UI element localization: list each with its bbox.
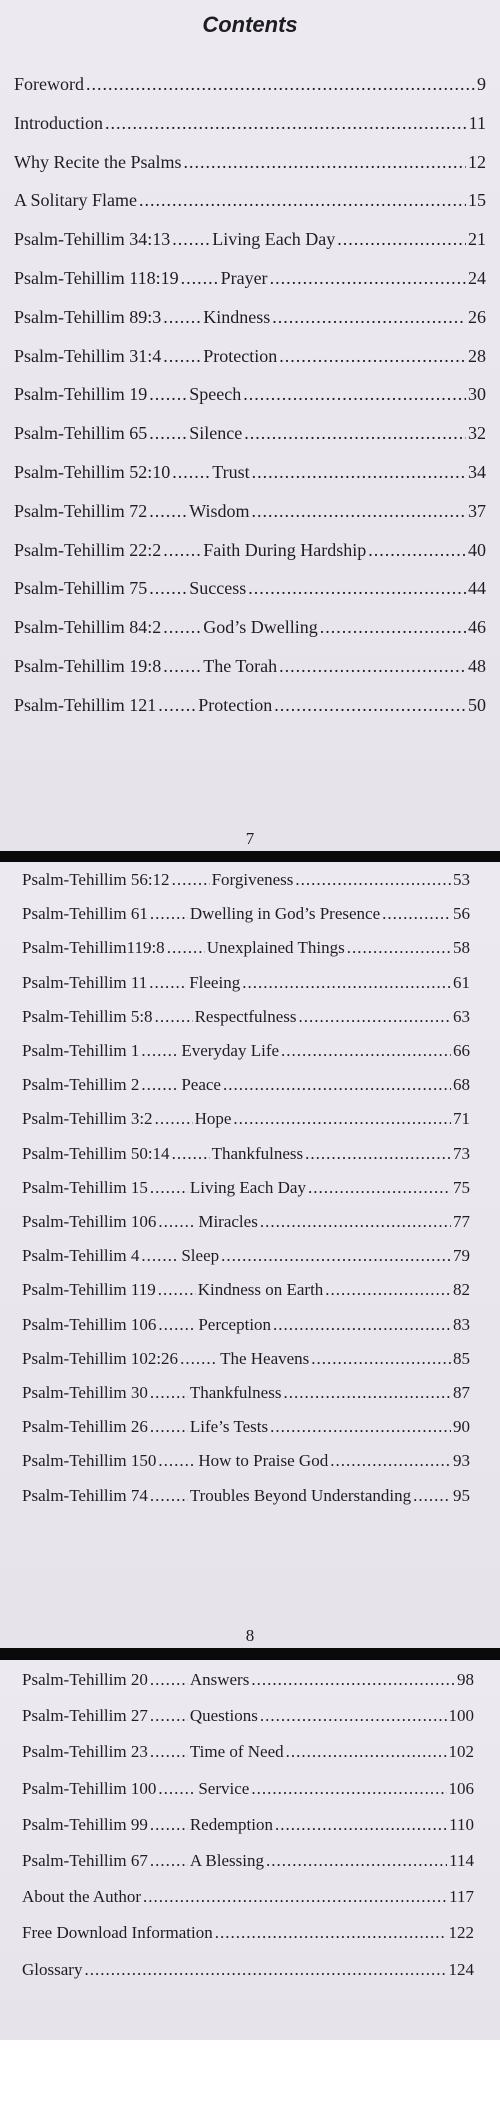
dot-leader: [150, 1815, 188, 1835]
toc-entry-page: 50: [468, 694, 486, 715]
toc-entry-topic: Miracles: [198, 1212, 258, 1231]
toc-entry-page: 87: [453, 1383, 470, 1402]
dot-leader: [368, 540, 466, 561]
dot-leader: [163, 617, 201, 638]
toc-entry-topic: Unexplained Things: [206, 938, 345, 958]
toc-entry: [14, 695, 486, 716]
dot-leader: [163, 346, 201, 367]
toc-entry-page: 24: [468, 268, 486, 288]
dot-leader: [325, 1280, 451, 1300]
toc-entry-title: Glossary: [22, 1959, 83, 1979]
toc-entry-topic: Protection: [198, 694, 273, 715]
toc-entry-topic: Living Each Day: [189, 1177, 306, 1197]
toc-entry-title: Psalm-Tehillim 15: [22, 1177, 148, 1197]
dot-leader: [330, 1451, 451, 1471]
toc-entry-page: 95: [453, 1485, 470, 1505]
toc-entry-topic: Hope: [194, 1109, 232, 1129]
dot-leader: [243, 384, 466, 405]
toc-entry-title: Psalm-Tehillim 26: [22, 1417, 148, 1437]
toc-entry: [14, 152, 486, 173]
toc-entry-title: Psalm-Tehillim119:8: [22, 938, 165, 958]
toc-entry-title: Psalm-Tehillim 119: [22, 1280, 156, 1300]
toc-entry-page: 56: [453, 904, 470, 924]
toc-entry-title: Psalm-Tehillim 84:2: [14, 617, 162, 638]
toc-entry-page: 66: [453, 1041, 470, 1060]
dot-leader: [181, 268, 219, 289]
toc-entry-page: 114: [449, 1851, 474, 1870]
toc-entry-page: 102: [448, 1742, 474, 1762]
toc-entry: [22, 1315, 470, 1335]
toc-entry-topic: Peace: [181, 1075, 221, 1095]
toc-entry-title: Psalm-Tehillim 20: [22, 1670, 148, 1689]
toc-entry-topic: Trust: [212, 462, 250, 482]
dot-leader: [244, 423, 466, 444]
toc-entry: [14, 578, 486, 599]
toc-entry: [14, 268, 486, 289]
toc-entry-title: Psalm-Tehillim 75: [14, 578, 148, 599]
dot-leader: [150, 904, 188, 924]
toc-entry-title: Introduction: [14, 112, 103, 133]
toc-entry-topic: Perception: [198, 1314, 272, 1334]
toc-entry-title: Psalm-Tehillim 34:13: [14, 229, 171, 250]
toc-entry-topic: Faith During Hardship: [203, 539, 367, 560]
toc-entry-topic: Speech: [189, 384, 242, 405]
toc-entry-topic: Redemption: [189, 1814, 273, 1834]
toc-entry-page: 93: [453, 1451, 470, 1471]
toc-entry: [22, 1451, 470, 1471]
dot-leader: [279, 346, 466, 367]
toc-entry-title: Psalm-Tehillim 31:4: [14, 345, 162, 366]
toc-entry-page: 106: [448, 1778, 474, 1798]
toc-entry-page: 21: [468, 229, 486, 250]
dot-leader: [295, 870, 451, 890]
dot-leader: [163, 656, 201, 677]
toc-entry-topic: The Torah: [203, 656, 278, 676]
toc-entry-page: 40: [468, 539, 486, 560]
toc-entry: [22, 1815, 474, 1835]
dot-leader: [266, 1851, 447, 1871]
toc-entry: [22, 1706, 474, 1726]
toc-entry: [14, 656, 486, 677]
toc-entry-title: Psalm-Tehillim 30: [22, 1383, 148, 1402]
dot-leader: [183, 152, 466, 173]
toc-entry-title: Psalm-Tehillim 5:8: [22, 1006, 153, 1026]
toc-entry: [14, 501, 486, 522]
toc-entry: [22, 1417, 470, 1437]
toc-entry: [22, 1383, 470, 1403]
toc-entry-topic: God’s Dwelling: [203, 617, 318, 638]
toc-entry-title: Psalm-Tehillim 65: [14, 423, 148, 444]
toc-entry-topic: Service: [198, 1778, 250, 1798]
dot-leader: [141, 1041, 179, 1061]
toc-entry-page: 11: [468, 112, 486, 133]
toc-entry-topic: Respectfulness: [194, 1006, 297, 1026]
toc-entry-title: Psalm-Tehillim 56:12: [22, 870, 170, 889]
dot-leader: [150, 1706, 188, 1726]
toc-entry: [14, 229, 486, 250]
toc-entry: [22, 1779, 474, 1799]
toc-entry-page: 73: [453, 1143, 470, 1163]
toc-entry: [22, 1075, 470, 1095]
toc-entry-topic: Thankfulness: [211, 1143, 304, 1163]
dot-leader: [105, 113, 467, 134]
toc-entry-title: Psalm-Tehillim 52:10: [14, 462, 171, 482]
dot-leader: [283, 1383, 451, 1403]
contents-page-3: [0, 1660, 500, 2040]
toc-entry-page: 68: [453, 1075, 470, 1095]
toc-entry-title: Foreword: [14, 74, 84, 94]
toc-entry-title: Why Recite the Psalms: [14, 151, 182, 172]
toc-entry-title: Psalm-Tehillim 2: [22, 1075, 140, 1095]
dot-leader: [274, 695, 466, 716]
toc-entry-title: Psalm-Tehillim 11: [22, 972, 148, 992]
toc-entry-page: 85: [453, 1348, 470, 1368]
toc-entry: [22, 1109, 470, 1129]
toc-entry: [22, 938, 470, 958]
toc-entry-topic: Fleeing: [189, 972, 241, 992]
toc-entry-title: Psalm-Tehillim 61: [22, 904, 148, 924]
toc-entry: [22, 1144, 470, 1164]
dot-leader: [270, 1417, 451, 1437]
toc-entry: [22, 1670, 474, 1690]
toc-entry-topic: Everyday Life: [181, 1041, 280, 1060]
toc-entry-topic: Forgiveness: [211, 870, 294, 889]
dot-leader: [270, 268, 466, 289]
dot-leader: [252, 462, 466, 483]
dot-leader: [305, 1144, 451, 1164]
toc-entry-title: Psalm-Tehillim 22:2: [14, 539, 162, 560]
page-title: Contents: [202, 12, 298, 37]
dot-leader: [221, 1246, 451, 1266]
toc-entry-title: Psalm-Tehillim 67: [22, 1851, 148, 1870]
toc-entry-page: 61: [453, 972, 470, 992]
toc-entry-title: Psalm-Tehillim 106: [22, 1314, 157, 1334]
toc-entry: [14, 307, 486, 328]
toc-entry-page: 122: [448, 1923, 474, 1943]
toc-entry-page: 77: [453, 1212, 470, 1231]
toc-entry-topic: Prayer: [220, 268, 268, 288]
toc-entry-title: Psalm-Tehillim 19:8: [14, 656, 162, 676]
toc-entry-topic: Thankfulness: [189, 1383, 282, 1402]
dot-leader: [150, 1742, 188, 1762]
toc-entry-title: Psalm-Tehillim 89:3: [14, 306, 162, 327]
toc-entry-topic: Answers: [189, 1670, 250, 1689]
dot-leader: [286, 1742, 447, 1762]
dot-leader: [242, 973, 451, 993]
toc-entry-page: 9: [477, 74, 486, 94]
dot-leader: [149, 578, 187, 599]
toc-entry-topic: Wisdom: [189, 500, 250, 521]
toc-entry: [22, 1178, 470, 1198]
toc-entry-page: 79: [453, 1246, 470, 1266]
dot-leader: [320, 617, 466, 638]
dot-leader: [150, 1417, 188, 1437]
page-number: 7: [245, 829, 255, 848]
toc-entry-title: Psalm-Tehillim 4: [22, 1246, 140, 1266]
dot-leader: [86, 74, 475, 95]
toc-entry-topic: Sleep: [181, 1246, 220, 1266]
toc-entry-page: 15: [468, 190, 486, 211]
toc-entry: [22, 1960, 474, 1980]
dot-leader: [275, 1815, 447, 1835]
contents-page-2: [0, 862, 500, 1648]
toc-entry: [22, 1851, 474, 1871]
dot-leader: [158, 1212, 196, 1232]
toc-entry: [22, 1246, 470, 1266]
dot-leader: [158, 695, 196, 716]
toc-entry: [14, 346, 486, 367]
toc-entry-title: Psalm-Tehillim 106: [22, 1212, 157, 1231]
page-number: 8: [245, 1626, 255, 1645]
toc-entry-topic: Troubles Beyond Understanding: [189, 1485, 412, 1505]
toc-entry-title: Psalm-Tehillim 72: [14, 500, 148, 521]
toc-entry-page: 124: [448, 1959, 474, 1979]
toc-entry-topic: Protection: [203, 345, 278, 366]
dot-leader: [158, 1280, 196, 1300]
toc-entry: [14, 74, 486, 95]
toc-entry-topic: Time of Need: [189, 1742, 284, 1762]
toc-entry-title: A Solitary Flame: [14, 190, 137, 211]
dot-leader: [251, 1670, 455, 1690]
dot-leader: [150, 1383, 188, 1403]
dot-leader: [311, 1349, 451, 1369]
dot-leader: [281, 1041, 451, 1061]
dot-leader: [272, 307, 466, 328]
dot-leader: [155, 1109, 193, 1129]
dot-leader: [308, 1178, 451, 1198]
dot-leader: [223, 1075, 451, 1095]
toc-entry-title: Psalm-Tehillim 74: [22, 1485, 148, 1505]
toc-entry-page: 110: [449, 1814, 474, 1834]
dot-leader: [180, 1349, 218, 1369]
toc-entry: [22, 973, 470, 993]
toc-entry-title: Psalm-Tehillim 27: [22, 1706, 148, 1726]
toc-entry-title: Psalm-Tehillim 100: [22, 1778, 157, 1798]
toc-entry-title: Psalm-Tehillim 19: [14, 384, 148, 405]
toc-entry-topic: A Blessing: [189, 1851, 264, 1870]
contents-page-1: [0, 0, 500, 851]
toc-entry-page: 58: [453, 938, 470, 958]
toc-entry: [14, 617, 486, 638]
dot-leader: [337, 229, 466, 250]
toc-entry-page: 75: [453, 1177, 470, 1197]
toc-entry-title: Psalm-Tehillim 118:19: [14, 268, 179, 288]
dot-leader: [141, 1075, 179, 1095]
dot-leader: [382, 904, 451, 924]
dot-leader: [172, 870, 210, 890]
toc-entry-topic: Kindness: [203, 306, 271, 327]
toc-entry: [14, 190, 486, 211]
dot-leader: [149, 384, 187, 405]
toc-entry: [22, 904, 470, 924]
toc-entry-topic: Kindness on Earth: [197, 1280, 324, 1300]
toc-entry: [22, 1349, 470, 1369]
toc-entry: [22, 1486, 470, 1506]
toc-entry-title: Psalm-Tehillim 102:26: [22, 1348, 179, 1368]
toc-entry: [14, 462, 486, 483]
dot-leader: [158, 1315, 196, 1335]
toc-entry-page: 12: [468, 151, 486, 172]
dot-leader: [84, 1960, 446, 1980]
toc-entry-page: 46: [468, 617, 486, 638]
toc-entry: [14, 384, 486, 405]
toc-entry-page: 100: [448, 1706, 474, 1726]
dot-leader: [413, 1486, 451, 1506]
toc-entry-topic: The Heavens: [220, 1348, 310, 1368]
dot-leader: [252, 501, 466, 522]
toc-entry-title: Psalm-Tehillim 150: [22, 1451, 157, 1471]
toc-entry-title: Free Download Information: [22, 1923, 213, 1943]
dot-leader: [248, 578, 466, 599]
toc-entry-page: 63: [453, 1006, 470, 1026]
toc-entry: [22, 1041, 470, 1061]
toc-entry-page: 82: [453, 1280, 470, 1300]
toc-entry: [22, 1887, 474, 1907]
toc-entry-page: 53: [453, 870, 470, 889]
dot-leader: [163, 307, 201, 328]
dot-leader: [139, 190, 466, 211]
toc-entry-title: Psalm-Tehillim 1: [22, 1041, 140, 1060]
dot-leader: [158, 1451, 196, 1471]
toc-entry-page: 71: [453, 1109, 470, 1129]
dot-leader: [347, 938, 451, 958]
dot-leader: [158, 1779, 196, 1799]
toc-entry-topic: How to Praise God: [198, 1451, 329, 1471]
toc-entry-page: 37: [468, 500, 486, 521]
dot-leader: [149, 501, 187, 522]
toc-entry-page: 30: [468, 384, 486, 405]
toc-entry-title: Psalm-Tehillim 121: [14, 694, 157, 715]
toc-entry-title: Psalm-Tehillim 50:14: [22, 1143, 170, 1163]
toc-entry: [14, 423, 486, 444]
toc-entry: [22, 1280, 470, 1300]
dot-leader: [150, 1670, 188, 1690]
dot-leader: [260, 1706, 447, 1726]
toc-entry-topic: Life’s Tests: [189, 1417, 269, 1437]
toc-entry-topic: Questions: [189, 1706, 258, 1726]
dot-leader: [279, 656, 466, 677]
toc-entry-topic: Dwelling in God’s Presence: [189, 904, 381, 924]
dot-leader: [172, 462, 210, 483]
toc-entry: [22, 1923, 474, 1943]
dot-leader: [260, 1212, 451, 1232]
toc-entry-page: 26: [468, 306, 486, 327]
toc-entry-title: Psalm-Tehillim 23: [22, 1742, 148, 1762]
dot-leader: [233, 1109, 451, 1129]
dot-leader: [150, 1178, 188, 1198]
dot-leader: [150, 1486, 188, 1506]
toc-entry: [22, 1742, 474, 1762]
dot-leader: [150, 1851, 188, 1871]
toc-entry: [22, 1212, 470, 1232]
toc-entry-page: 28: [468, 345, 486, 366]
toc-entry-page: 98: [457, 1670, 474, 1689]
toc-entry: [22, 1007, 470, 1027]
dot-leader: [163, 540, 201, 561]
toc-entry-title: About the Author: [22, 1887, 141, 1907]
toc-entry-page: 34: [468, 462, 486, 482]
dot-leader: [215, 1923, 447, 1943]
toc-entry-title: Psalm-Tehillim 3:2: [22, 1109, 153, 1129]
blank-margin: [0, 2040, 500, 2106]
dot-leader: [172, 1144, 210, 1164]
toc-entry-page: 90: [453, 1417, 470, 1437]
dot-leader: [155, 1007, 193, 1027]
dot-leader: [149, 973, 187, 993]
dot-leader: [299, 1007, 451, 1027]
toc-entry: [22, 870, 470, 890]
toc-entry: [14, 540, 486, 561]
toc-entry-topic: Living Each Day: [212, 229, 336, 250]
toc-entry-page: 48: [468, 656, 486, 676]
toc-entry-title: Psalm-Tehillim 99: [22, 1814, 148, 1834]
toc-entry-topic: Success: [189, 578, 247, 599]
toc-entry-page: 117: [449, 1887, 474, 1907]
dot-leader: [172, 229, 210, 250]
toc-entry: [14, 113, 486, 134]
dot-leader: [149, 423, 187, 444]
dot-leader: [141, 1246, 179, 1266]
toc-entry-topic: Silence: [189, 423, 243, 444]
dot-leader: [143, 1887, 447, 1907]
dot-leader: [167, 938, 205, 958]
dot-leader: [273, 1315, 451, 1335]
toc-entry-page: 32: [468, 423, 486, 444]
toc-entry-page: 44: [468, 578, 486, 599]
dot-leader: [251, 1779, 446, 1799]
toc-entry-page: 83: [453, 1314, 470, 1334]
